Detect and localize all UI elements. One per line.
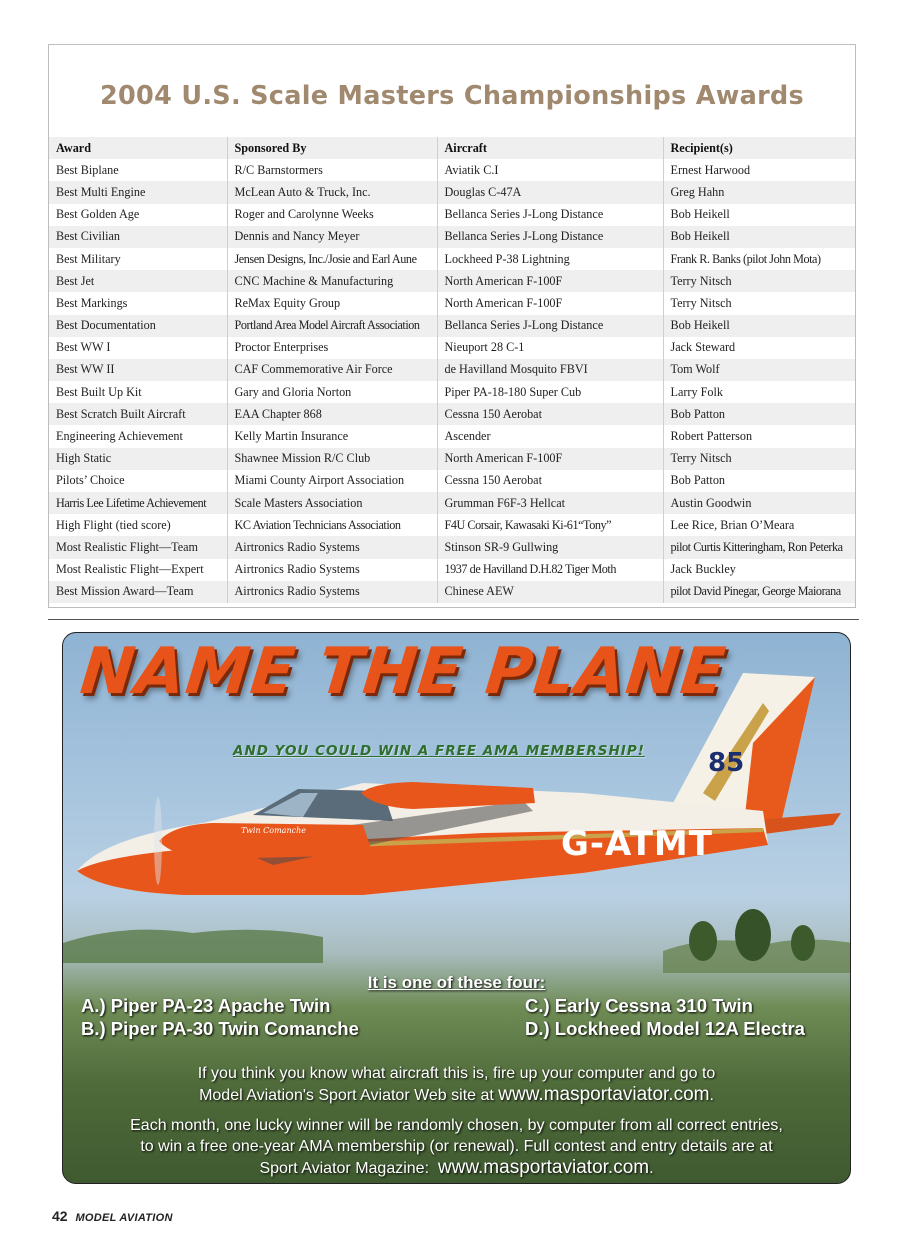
recipient-cell: Larry Folk bbox=[663, 381, 856, 403]
column-header-sponsor: Sponsored By bbox=[227, 137, 437, 159]
recipient-cell: Bob Patton bbox=[663, 470, 856, 492]
award-row bbox=[49, 448, 856, 470]
recipient-cell: Bob Patton bbox=[663, 403, 856, 425]
awards-table-body bbox=[49, 159, 856, 603]
sponsor-cell: Airtronics Radio Systems bbox=[227, 581, 437, 603]
contest-details bbox=[63, 1115, 850, 1179]
sponsor-cell: R/C Barnstormers bbox=[227, 159, 437, 181]
contest-subline: AND YOU COULD WIN A FREE AMA MEMBERSHIP! bbox=[233, 743, 645, 759]
sponsor-cell: Kelly Martin Insurance bbox=[227, 425, 437, 447]
recipient-cell: Ernest Harwood bbox=[663, 159, 856, 181]
sponsor-cell: Shawnee Mission R/C Club bbox=[227, 448, 437, 470]
award-cell: Best Documentation bbox=[49, 315, 227, 337]
award-cell: Best WW I bbox=[49, 337, 227, 359]
entry-instructions bbox=[63, 1063, 850, 1106]
award-cell: High Static bbox=[49, 448, 227, 470]
sponsor-cell: Scale Masters Association bbox=[227, 492, 437, 514]
recipient-cell: Austin Goodwin bbox=[663, 492, 856, 514]
sponsor-cell: Jensen Designs, Inc./Josie and Earl Aune bbox=[227, 248, 437, 270]
award-cell: High Flight (tied score) bbox=[49, 514, 227, 536]
aircraft-cell: Chinese AEW bbox=[437, 581, 663, 603]
award-row bbox=[49, 559, 856, 581]
recipient-cell: Bob Heikell bbox=[663, 204, 856, 226]
recipient-cell: pilot Curtis Kitteringham, Ron Peterka bbox=[663, 536, 856, 558]
tree bbox=[735, 909, 771, 961]
sponsor-cell: Miami County Airport Association bbox=[227, 470, 437, 492]
tree bbox=[791, 925, 815, 961]
contest-headline: NAME THE PLANE bbox=[77, 635, 730, 709]
award-row bbox=[49, 270, 856, 292]
award-row bbox=[49, 359, 856, 381]
details-line-3-text: Sport Aviator Magazine: bbox=[259, 1160, 430, 1177]
awards-box bbox=[48, 44, 856, 608]
award-row bbox=[49, 337, 856, 359]
sport-aviator-link-2[interactable]: www.masportaviator.com bbox=[437, 1157, 650, 1178]
awards-title: 2004 U.S. Scale Masters Championships Awards bbox=[99, 81, 805, 111]
award-row bbox=[49, 248, 856, 270]
recipient-cell: Lee Rice, Brian O’Meara bbox=[663, 514, 856, 536]
aircraft-cell: Douglas C-47A bbox=[437, 181, 663, 203]
recipient-cell: Frank R. Banks (pilot John Mota) bbox=[663, 248, 856, 270]
award-cell: Most Realistic Flight—Expert bbox=[49, 559, 227, 581]
propeller-blur bbox=[154, 797, 162, 885]
details-line-3: Sport Aviator Magazine: www.masportaviator.com. bbox=[259, 1157, 654, 1178]
table-header-row bbox=[49, 137, 856, 159]
column-header-aircraft: Aircraft bbox=[437, 137, 663, 159]
recipient-cell: Jack Buckley bbox=[663, 559, 856, 581]
sponsor-cell: KC Aviation Technicians Association bbox=[227, 514, 437, 536]
name-the-plane-panel bbox=[62, 632, 851, 1184]
sponsor-cell: Dennis and Nancy Meyer bbox=[227, 226, 437, 248]
aircraft-cell: Stinson SR-9 Gullwing bbox=[437, 536, 663, 558]
instructions-line-2: Model Aviation's Sport Aviator Web site at www.masportaviator.com. bbox=[199, 1084, 714, 1105]
sponsor-cell: CNC Machine & Manufacturing bbox=[227, 270, 437, 292]
sponsor-cell: Airtronics Radio Systems bbox=[227, 559, 437, 581]
award-row bbox=[49, 425, 856, 447]
award-cell: Best Markings bbox=[49, 292, 227, 314]
sponsor-cell: Portland Area Model Aircraft Association bbox=[227, 315, 437, 337]
recipient-cell: Bob Heikell bbox=[663, 315, 856, 337]
sponsor-cell: ReMax Equity Group bbox=[227, 292, 437, 314]
sponsor-cell: Proctor Enterprises bbox=[227, 337, 437, 359]
sport-aviator-link[interactable]: www.masportaviator.com bbox=[498, 1084, 710, 1105]
award-cell: Most Realistic Flight—Team bbox=[49, 536, 227, 558]
award-row bbox=[49, 292, 856, 314]
award-row bbox=[49, 514, 856, 536]
award-cell: Harris Lee Lifetime Achievement bbox=[49, 492, 227, 514]
award-row bbox=[49, 315, 856, 337]
aircraft-cell: Bellanca Series J-Long Distance bbox=[437, 204, 663, 226]
award-cell: Best Golden Age bbox=[49, 204, 227, 226]
tree bbox=[689, 921, 717, 961]
sponsor-cell: Roger and Carolynne Weeks bbox=[227, 204, 437, 226]
page-number: 42 bbox=[52, 1208, 68, 1224]
aircraft-cell: Ascender bbox=[437, 425, 663, 447]
award-cell: Best Mission Award—Team bbox=[49, 581, 227, 603]
aircraft-cell: Nieuport 28 C-1 bbox=[437, 337, 663, 359]
aircraft-cell: de Havilland Mosquito FBVI bbox=[437, 359, 663, 381]
award-cell: Best Jet bbox=[49, 270, 227, 292]
nose-script: Twin Comanche bbox=[241, 826, 306, 835]
section-divider bbox=[48, 619, 859, 620]
award-cell: Best Built Up Kit bbox=[49, 381, 227, 403]
aircraft-cell: 1937 de Havilland D.H.82 Tiger Moth bbox=[437, 559, 663, 581]
sponsor-cell: McLean Auto & Truck, Inc. bbox=[227, 181, 437, 203]
award-cell: Best Civilian bbox=[49, 226, 227, 248]
recipient-cell: Robert Patterson bbox=[663, 425, 856, 447]
awards-table bbox=[49, 137, 856, 603]
award-row bbox=[49, 403, 856, 425]
column-header-award: Award bbox=[49, 137, 227, 159]
aircraft-cell: North American F-100F bbox=[437, 448, 663, 470]
award-row bbox=[49, 470, 856, 492]
details-line-1: Each month, one lucky winner will be randomly chosen, by computer from all correct entries, bbox=[130, 1117, 783, 1134]
award-row bbox=[49, 181, 856, 203]
recipient-cell: pilot David Pinegar, George Maiorana bbox=[663, 581, 856, 603]
magazine-name: MODEL AVIATION bbox=[75, 1212, 173, 1224]
registration-mark: G-ATMT bbox=[561, 824, 713, 864]
award-row bbox=[49, 159, 856, 181]
recipient-cell: Terry Nitsch bbox=[663, 270, 856, 292]
award-cell: Pilots’ Choice bbox=[49, 470, 227, 492]
aircraft-cell: Aviatik C.I bbox=[437, 159, 663, 181]
award-row bbox=[49, 536, 856, 558]
recipient-cell: Jack Steward bbox=[663, 337, 856, 359]
aircraft-cell: Cessna 150 Aerobat bbox=[437, 470, 663, 492]
aircraft-cell: Bellanca Series J-Long Distance bbox=[437, 315, 663, 337]
recipient-cell: Greg Hahn bbox=[663, 181, 856, 203]
choice-a: A.) Piper PA-23 Apache Twin bbox=[81, 995, 331, 1016]
recipient-cell: Terry Nitsch bbox=[663, 448, 856, 470]
aircraft-cell: North American F-100F bbox=[437, 292, 663, 314]
recipient-cell: Terry Nitsch bbox=[663, 292, 856, 314]
award-cell: Engineering Achievement bbox=[49, 425, 227, 447]
aircraft-cell: Cessna 150 Aerobat bbox=[437, 403, 663, 425]
instructions-line-2-text: Model Aviation's Sport Aviator Web site at bbox=[199, 1087, 494, 1104]
award-row bbox=[49, 492, 856, 514]
award-row bbox=[49, 381, 856, 403]
details-line-2: to win a free one-year AMA membership (or renewal). Full contest and entry details are at bbox=[140, 1138, 773, 1155]
choices-heading: It is one of these four: bbox=[367, 973, 546, 992]
tail-number: 85 bbox=[708, 748, 745, 778]
choice-d: D.) Lockheed Model 12A Electra bbox=[525, 1018, 805, 1039]
award-row bbox=[49, 204, 856, 226]
award-cell: Best Scratch Built Aircraft bbox=[49, 403, 227, 425]
hill-left bbox=[63, 930, 323, 963]
choice-c: C.) Early Cessna 310 Twin bbox=[525, 995, 753, 1016]
sponsor-cell: Gary and Gloria Norton bbox=[227, 381, 437, 403]
aircraft-cell: F4U Corsair, Kawasaki Ki-61“Tony” bbox=[437, 514, 663, 536]
award-cell: Best Biplane bbox=[49, 159, 227, 181]
recipient-cell: Bob Heikell bbox=[663, 226, 856, 248]
aircraft-cell: Grumman F6F-3 Hellcat bbox=[437, 492, 663, 514]
award-row bbox=[49, 226, 856, 248]
page-footer bbox=[52, 1208, 173, 1224]
choice-b: B.) Piper PA-30 Twin Comanche bbox=[81, 1018, 359, 1039]
award-cell: Best Military bbox=[49, 248, 227, 270]
instructions-line-1: If you think you know what aircraft this is, fire up your computer and go to bbox=[197, 1065, 716, 1082]
sponsor-cell: CAF Commemorative Air Force bbox=[227, 359, 437, 381]
aircraft-cell: North American F-100F bbox=[437, 270, 663, 292]
award-cell: Best WW II bbox=[49, 359, 227, 381]
aircraft-cell: Piper PA-18-180 Super Cub bbox=[437, 381, 663, 403]
sponsor-cell: Airtronics Radio Systems bbox=[227, 536, 437, 558]
sponsor-cell: EAA Chapter 868 bbox=[227, 403, 437, 425]
award-row bbox=[49, 581, 856, 603]
column-header-recipient: Recipient(s) bbox=[663, 137, 856, 159]
aircraft-cell: Bellanca Series J-Long Distance bbox=[437, 226, 663, 248]
award-cell: Best Multi Engine bbox=[49, 181, 227, 203]
recipient-cell: Tom Wolf bbox=[663, 359, 856, 381]
aircraft-cell: Lockheed P-38 Lightning bbox=[437, 248, 663, 270]
